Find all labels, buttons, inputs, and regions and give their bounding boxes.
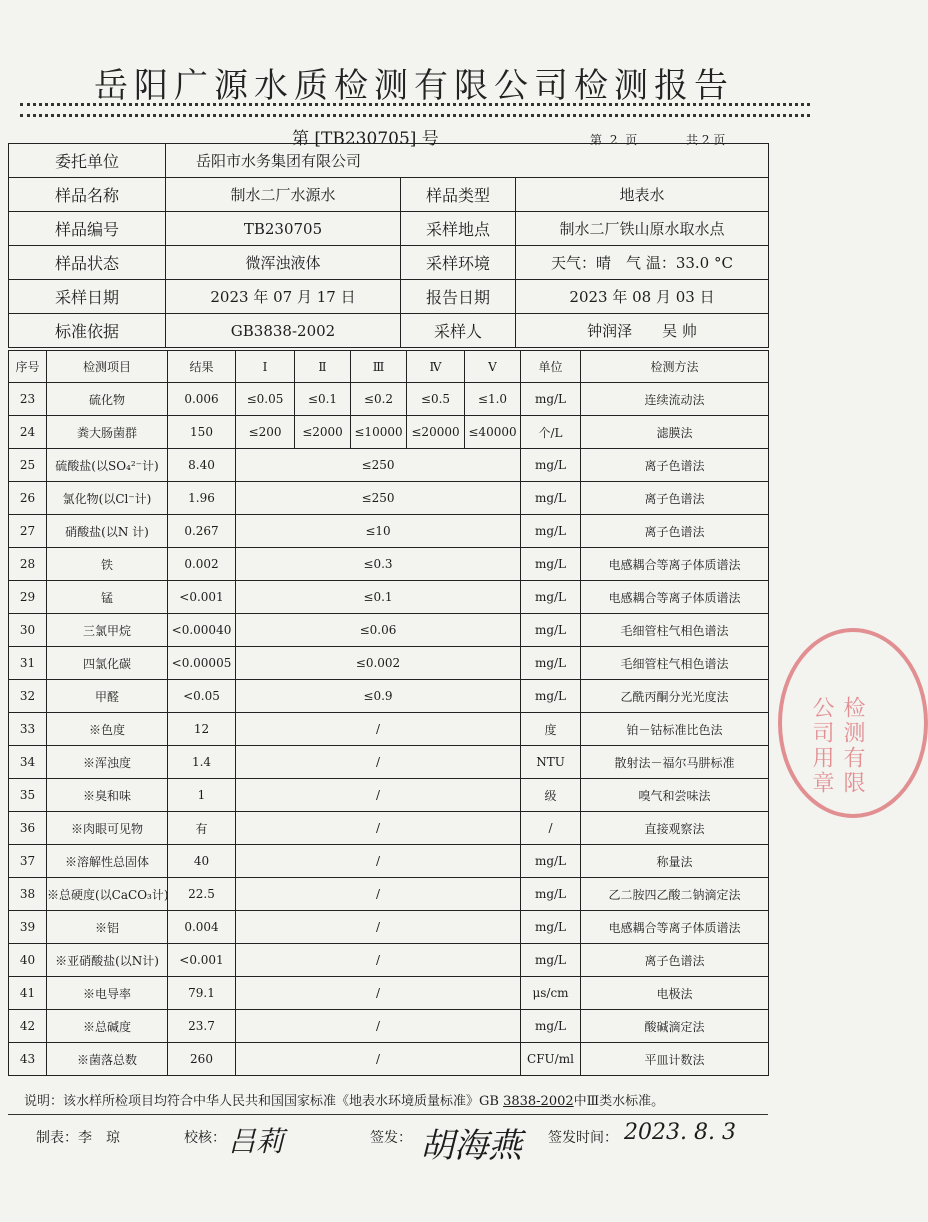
row-method: 嗅气和尝味法 xyxy=(581,779,769,812)
row-unit: CFU/ml xyxy=(521,1043,581,1076)
row-no: 24 xyxy=(9,416,47,449)
header-class-1: Ⅰ xyxy=(236,351,295,383)
row-class-3: ≤10000 xyxy=(351,416,407,449)
row-method: 电感耦合等离子体质谱法 xyxy=(581,548,769,581)
row-result: 0.006 xyxy=(168,383,236,416)
table-maker: 制表：李 琼 xyxy=(36,1130,120,1146)
row-method: 离子色谱法 xyxy=(581,449,769,482)
row-limit: / xyxy=(236,779,521,812)
row-limit: / xyxy=(236,911,521,944)
row-no: 41 xyxy=(9,977,47,1010)
row-result: 有 xyxy=(168,812,236,845)
row-no: 35 xyxy=(9,779,47,812)
row-method: 离子色谱法 xyxy=(581,944,769,977)
row-no: 40 xyxy=(9,944,47,977)
checker-label: 校核： xyxy=(184,1130,226,1146)
row-unit: mg/L xyxy=(521,614,581,647)
row-limit: ≤250 xyxy=(236,449,521,482)
row-item: ※色度 xyxy=(47,713,168,746)
client-label: 委托单位 xyxy=(9,144,166,178)
row-result: 79.1 xyxy=(168,977,236,1010)
sample-code-value: TB230705 xyxy=(166,212,401,246)
row-no: 43 xyxy=(9,1043,47,1076)
row-unit: 度 xyxy=(521,713,581,746)
row-method: 酸碱滴定法 xyxy=(581,1010,769,1043)
row-no: 37 xyxy=(9,845,47,878)
table-row xyxy=(9,845,769,878)
row-result: 8.40 xyxy=(168,449,236,482)
row-unit: mg/L xyxy=(521,449,581,482)
row-unit: mg/L xyxy=(521,383,581,416)
row-item: ※浑浊度 xyxy=(47,746,168,779)
report-date-value: 2023 年 08 月 03 日 xyxy=(516,280,769,314)
row-method: 乙二胺四乙酸二钠滴定法 xyxy=(581,878,769,911)
row-limit: ≤0.3 xyxy=(236,548,521,581)
row-no: 39 xyxy=(9,911,47,944)
row-no: 34 xyxy=(9,746,47,779)
table-row xyxy=(9,680,769,713)
row-result: 0.267 xyxy=(168,515,236,548)
table-row xyxy=(9,944,769,977)
row-method: 散射法－福尔马肼标准 xyxy=(581,746,769,779)
row-class-5: ≤1.0 xyxy=(465,383,521,416)
row-no: 38 xyxy=(9,878,47,911)
row-item: ※溶解性总固体 xyxy=(47,845,168,878)
row-method: 离子色谱法 xyxy=(581,515,769,548)
row-result: 40 xyxy=(168,845,236,878)
row-class-2: ≤0.1 xyxy=(295,383,351,416)
row-item: 甲醛 xyxy=(47,680,168,713)
row-limit: / xyxy=(236,977,521,1010)
row-method: 平皿计数法 xyxy=(581,1043,769,1076)
row-item: ※肉眼可见物 xyxy=(47,812,168,845)
row-item: ※臭和味 xyxy=(47,779,168,812)
table-row xyxy=(9,911,769,944)
row-result: <0.001 xyxy=(168,944,236,977)
table-row xyxy=(9,416,769,449)
row-method: 毛细管柱气相色谱法 xyxy=(581,614,769,647)
row-limit: / xyxy=(236,1043,521,1076)
row-item: 硫酸盐(以SO₄²⁻计) xyxy=(47,449,168,482)
sample-info-table xyxy=(8,143,769,348)
sample-state-value: 微浑浊液体 xyxy=(166,246,401,280)
row-item: ※铝 xyxy=(47,911,168,944)
row-item: 氯化物(以Cl⁻计) xyxy=(47,482,168,515)
report-number: 第 [TB230705] 号 xyxy=(292,129,439,149)
table-row xyxy=(9,449,769,482)
table-row xyxy=(9,878,769,911)
seal-text: 检测有限公司用章 xyxy=(809,696,865,796)
row-result: <0.05 xyxy=(168,680,236,713)
row-method: 电感耦合等离子体质谱法 xyxy=(581,581,769,614)
client-value: 岳阳市水务集团有限公司 xyxy=(166,144,769,178)
row-unit: mg/L xyxy=(521,911,581,944)
row-no: 27 xyxy=(9,515,47,548)
table-row xyxy=(9,647,769,680)
row-no: 29 xyxy=(9,581,47,614)
header-class-3: Ⅲ xyxy=(351,351,407,383)
row-method: 称量法 xyxy=(581,845,769,878)
table-row xyxy=(9,977,769,1010)
row-item: 四氯化碳 xyxy=(47,647,168,680)
report-date-label: 报告日期 xyxy=(401,280,516,314)
company-seal xyxy=(778,628,928,818)
row-unit: mg/L xyxy=(521,845,581,878)
row-result: 1.96 xyxy=(168,482,236,515)
row-class-4: ≤0.5 xyxy=(407,383,465,416)
row-result: <0.00040 xyxy=(168,614,236,647)
header-unit: 单位 xyxy=(521,351,581,383)
row-result: 22.5 xyxy=(168,878,236,911)
header-class-4: Ⅳ xyxy=(407,351,465,383)
row-result: 0.002 xyxy=(168,548,236,581)
row-result: 12 xyxy=(168,713,236,746)
sampling-site-label: 采样地点 xyxy=(401,212,516,246)
row-no: 42 xyxy=(9,1010,47,1043)
results-table xyxy=(8,350,769,1076)
sampling-site-value: 制水二厂铁山原水取水点 xyxy=(516,212,769,246)
row-no: 31 xyxy=(9,647,47,680)
row-no: 28 xyxy=(9,548,47,581)
table-row xyxy=(9,812,769,845)
sample-type-value: 地表水 xyxy=(516,178,769,212)
row-unit: μs/cm xyxy=(521,977,581,1010)
table-row xyxy=(9,581,769,614)
row-no: 32 xyxy=(9,680,47,713)
header-class-2: Ⅱ xyxy=(295,351,351,383)
row-no: 23 xyxy=(9,383,47,416)
row-limit: / xyxy=(236,845,521,878)
row-method: 电极法 xyxy=(581,977,769,1010)
row-no: 26 xyxy=(9,482,47,515)
row-item: ※总硬度(以CaCO₃计) xyxy=(47,878,168,911)
row-result: 1.4 xyxy=(168,746,236,779)
row-unit: mg/L xyxy=(521,515,581,548)
row-unit: mg/L xyxy=(521,548,581,581)
row-class-5: ≤40000 xyxy=(465,416,521,449)
row-limit: ≤0.1 xyxy=(236,581,521,614)
row-limit: ≤250 xyxy=(236,482,521,515)
sampling-env-value: 天气：晴 气 温：33.0 °C xyxy=(516,246,769,280)
report-title: 岳阳广源水质检测有限公司检测报告 xyxy=(94,66,734,106)
table-row xyxy=(9,779,769,812)
row-unit: NTU xyxy=(521,746,581,779)
row-item: 硝酸盐(以N 计) xyxy=(47,515,168,548)
row-item: ※电导率 xyxy=(47,977,168,1010)
row-unit: mg/L xyxy=(521,1010,581,1043)
row-item: 硫化物 xyxy=(47,383,168,416)
standard-value: GB3838-2002 xyxy=(166,314,401,348)
row-limit: / xyxy=(236,1010,521,1043)
row-method: 滤膜法 xyxy=(581,416,769,449)
page-total: 共 2 页 xyxy=(686,133,726,147)
row-method: 铂－钴标准比色法 xyxy=(581,713,769,746)
table-row xyxy=(9,482,769,515)
table-row xyxy=(9,383,769,416)
row-class-1: ≤200 xyxy=(236,416,295,449)
issuer-label: 签发： xyxy=(370,1130,412,1146)
row-result: 260 xyxy=(168,1043,236,1076)
header-method: 检测方法 xyxy=(581,351,769,383)
sampler-label: 采样人 xyxy=(401,314,516,348)
row-result: 1 xyxy=(168,779,236,812)
sampler-value: 钟润泽 吴 帅 xyxy=(516,314,769,348)
row-result: 150 xyxy=(168,416,236,449)
sample-name-value: 制水二厂水源水 xyxy=(166,178,401,212)
row-item: ※菌落总数 xyxy=(47,1043,168,1076)
standard-label: 标准依据 xyxy=(9,314,166,348)
sampling-env-label: 采样环境 xyxy=(401,246,516,280)
row-limit: / xyxy=(236,746,521,779)
table-row xyxy=(9,1043,769,1076)
footer-divider xyxy=(8,1114,768,1115)
row-item: ※总碱度 xyxy=(47,1010,168,1043)
note-prefix: 说明：该水样所检项目均符合中华人民共和国国家标准《地表水环境质量标准》GB xyxy=(24,1094,504,1109)
row-unit: mg/L xyxy=(521,878,581,911)
table-row xyxy=(9,614,769,647)
row-limit: / xyxy=(236,944,521,977)
row-limit: / xyxy=(236,713,521,746)
row-limit: ≤10 xyxy=(236,515,521,548)
row-unit: mg/L xyxy=(521,680,581,713)
row-method: 乙酰丙酮分光光度法 xyxy=(581,680,769,713)
header-item: 检测项目 xyxy=(47,351,168,383)
sample-state-label: 样品状态 xyxy=(9,246,166,280)
row-unit: 级 xyxy=(521,779,581,812)
header-no: 序号 xyxy=(9,351,47,383)
row-limit: ≤0.002 xyxy=(236,647,521,680)
header-class-5: Ⅴ xyxy=(465,351,521,383)
issuer-signature: 胡海燕 xyxy=(420,1126,522,1166)
table-row xyxy=(9,515,769,548)
title-divider xyxy=(20,103,810,117)
note xyxy=(24,1090,664,1109)
row-no: 30 xyxy=(9,614,47,647)
row-class-2: ≤2000 xyxy=(295,416,351,449)
row-limit: ≤0.9 xyxy=(236,680,521,713)
sample-code-label: 样品编号 xyxy=(9,212,166,246)
row-limit: ≤0.06 xyxy=(236,614,521,647)
row-method: 直接观察法 xyxy=(581,812,769,845)
row-method: 毛细管柱气相色谱法 xyxy=(581,647,769,680)
issue-time-handwritten: 2023. 8. 3 xyxy=(624,1120,736,1145)
row-no: 33 xyxy=(9,713,47,746)
sampling-date-label: 采样日期 xyxy=(9,280,166,314)
row-no: 25 xyxy=(9,449,47,482)
checker-signature: 吕莉 xyxy=(228,1125,285,1158)
row-unit: mg/L xyxy=(521,944,581,977)
row-limit: / xyxy=(236,878,521,911)
row-unit: / xyxy=(521,812,581,845)
row-item: 粪大肠菌群 xyxy=(47,416,168,449)
row-class-1: ≤0.05 xyxy=(236,383,295,416)
row-item: 铁 xyxy=(47,548,168,581)
row-result: <0.00005 xyxy=(168,647,236,680)
issue-time-label: 签发时间： xyxy=(548,1130,618,1146)
row-unit: mg/L xyxy=(521,581,581,614)
note-suffix: 中Ⅲ类水标准。 xyxy=(573,1094,665,1109)
row-class-3: ≤0.2 xyxy=(351,383,407,416)
row-unit: 个/L xyxy=(521,416,581,449)
table-row xyxy=(9,713,769,746)
sample-type-label: 样品类型 xyxy=(401,178,516,212)
row-method: 离子色谱法 xyxy=(581,482,769,515)
row-result: <0.001 xyxy=(168,581,236,614)
row-unit: mg/L xyxy=(521,482,581,515)
table-row xyxy=(9,746,769,779)
row-unit: mg/L xyxy=(521,647,581,680)
row-class-4: ≤20000 xyxy=(407,416,465,449)
row-item: 三氯甲烷 xyxy=(47,614,168,647)
row-method: 电感耦合等离子体质谱法 xyxy=(581,911,769,944)
row-method: 连续流动法 xyxy=(581,383,769,416)
sampling-date-value: 2023 年 07 月 17 日 xyxy=(166,280,401,314)
table-row xyxy=(9,1010,769,1043)
table-row xyxy=(9,548,769,581)
row-item: ※亚硝酸盐(以N计) xyxy=(47,944,168,977)
row-limit: / xyxy=(236,812,521,845)
note-standard: 3838-2002 xyxy=(503,1094,574,1109)
header-result: 结果 xyxy=(168,351,236,383)
row-result: 23.7 xyxy=(168,1010,236,1043)
page-current: 第 2 页 xyxy=(590,133,638,147)
row-result: 0.004 xyxy=(168,911,236,944)
sample-name-label: 样品名称 xyxy=(9,178,166,212)
row-no: 36 xyxy=(9,812,47,845)
row-item: 锰 xyxy=(47,581,168,614)
table-header-row xyxy=(9,351,769,383)
